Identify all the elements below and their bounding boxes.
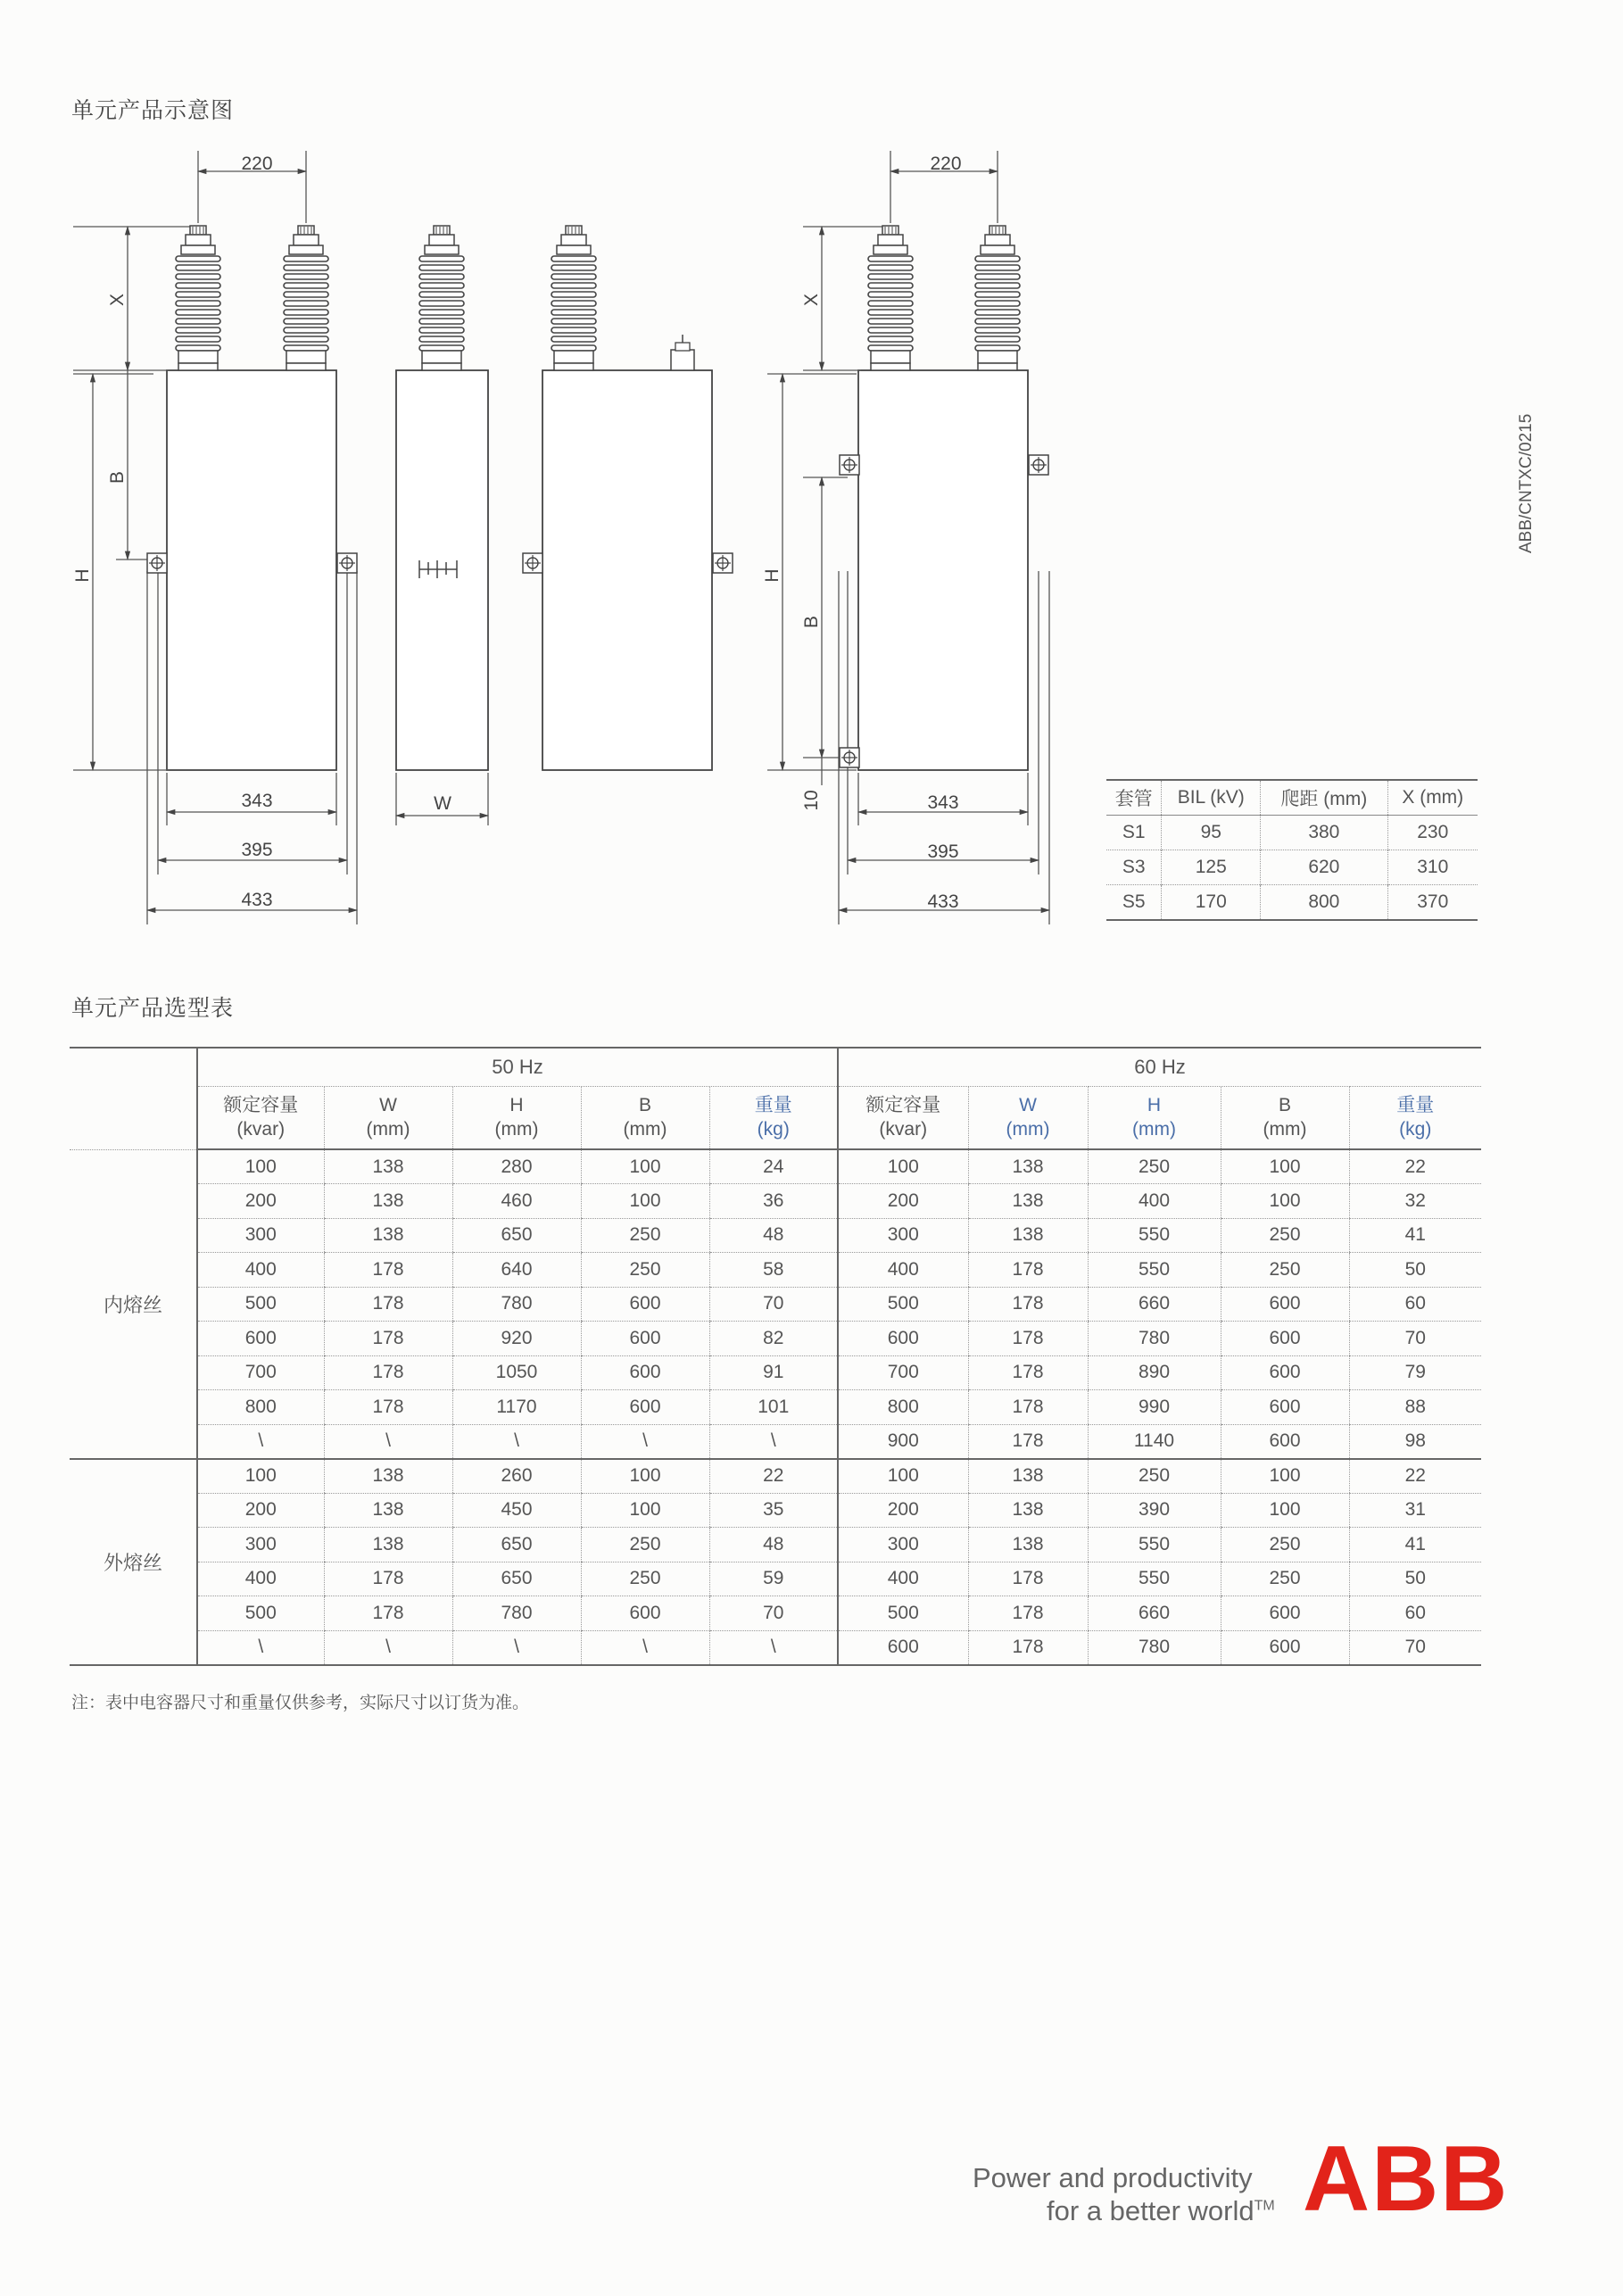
table-cell: 178 [968,1322,1088,1356]
table-cell: 600 [581,1322,709,1356]
table-cell: 178 [968,1390,1088,1425]
table-cell: 250 [581,1253,709,1288]
header-line1: 重量 [1396,1095,1435,1116]
table-cell: 300 [838,1218,968,1253]
table-cell: 100 [1221,1149,1349,1184]
table-cell: 22 [1349,1459,1481,1494]
table-cell: 138 [968,1459,1088,1494]
table-cell: 600 [1221,1424,1349,1459]
table-cell: 400 [838,1562,968,1596]
bushing-cell: 230 [1387,816,1478,850]
table-cell: 70 [709,1596,838,1631]
table-row [70,1459,1481,1494]
table-cell: 178 [968,1596,1088,1631]
bushing-table-header [1106,780,1478,816]
table-cell: 101 [709,1390,838,1425]
table-cell: 138 [324,1149,452,1184]
table-cell: 178 [324,1390,452,1425]
table-cell: 890 [1088,1355,1221,1390]
header-line2: (kg) [1399,1119,1432,1140]
table-cell: 138 [324,1184,452,1219]
table-cell: 600 [838,1630,968,1665]
table-cell: 100 [581,1459,709,1494]
bushing-table [1106,779,1478,921]
selection-title: 单元产品选型表 [71,996,235,1021]
table-cell: 600 [581,1596,709,1631]
table-cell: 990 [1088,1390,1221,1425]
table-row [70,1562,1481,1596]
table-cell: 178 [324,1562,452,1596]
bushing-cell: 310 [1387,850,1478,885]
table-cell: \ [581,1424,709,1459]
table-cell: 600 [581,1287,709,1322]
bushing-cell: 170 [1162,885,1261,921]
bushing-cell: 370 [1387,885,1478,921]
table-cell: 36 [709,1184,838,1219]
table-row [70,1218,1481,1253]
table-cell: 1140 [1088,1424,1221,1459]
table-cell: 100 [197,1459,324,1494]
table-cell: 500 [838,1287,968,1322]
dim-395-left: 395 [241,840,273,860]
table-cell: \ [581,1630,709,1665]
table-row [70,1322,1481,1356]
header-line1: H [509,1095,524,1116]
header-line2: (kg) [757,1119,790,1140]
table-row [70,1528,1481,1562]
table-cell: 250 [581,1528,709,1562]
table-cell: 920 [452,1322,581,1356]
table-cell: 178 [968,1355,1088,1390]
bushing-cell: 95 [1162,816,1261,850]
table-cell: 400 [197,1253,324,1288]
table-row [70,1355,1481,1390]
table-cell: 300 [197,1218,324,1253]
header-line1: B [638,1095,651,1116]
table-cell: 600 [1221,1355,1349,1390]
table-cell: 100 [1221,1459,1349,1494]
table-cell: 600 [1221,1390,1349,1425]
table-cell: 100 [1221,1184,1349,1219]
header-line2: (kvar) [236,1119,286,1140]
table-cell: 70 [1349,1630,1481,1665]
table-cell: 41 [1349,1528,1481,1562]
col-header-h-60 [1088,1086,1221,1149]
abb-logo: ABB [1303,2127,1510,2231]
table-cell: 780 [1088,1630,1221,1665]
table-cell: 138 [968,1149,1088,1184]
header-line2: (mm) [494,1119,539,1140]
dim-10: 10 [801,790,822,811]
table-cell: 400 [1088,1184,1221,1219]
table-cell: \ [452,1630,581,1665]
table-cell: 178 [968,1424,1088,1459]
table-cell: 60 [1349,1287,1481,1322]
table-cell: 550 [1088,1218,1221,1253]
dim-pitch-left: 220 [241,153,273,174]
table-cell: 60 [1349,1596,1481,1631]
table-cell: 300 [197,1528,324,1562]
dim-x-right: X [801,293,822,307]
bushing-cell: 380 [1261,816,1387,850]
dim-343-left: 343 [241,791,273,811]
tagline-line2-text: for a better world [1047,2195,1255,2226]
table-cell: 660 [1088,1596,1221,1631]
table-cell: 138 [968,1528,1088,1562]
dim-b-left: B [107,470,128,485]
header-line2: (mm) [366,1119,410,1140]
table-cell: 800 [197,1390,324,1425]
table-row [70,1424,1481,1459]
table-cell: 300 [838,1528,968,1562]
table-cell: 500 [197,1287,324,1322]
document-code: ABB/CNTXC/0215 [1517,413,1536,553]
header-line2: (kvar) [879,1119,928,1140]
table-cell: 250 [1088,1149,1221,1184]
table-cell: 178 [968,1562,1088,1596]
table-cell: 400 [197,1562,324,1596]
table-cell: 700 [197,1355,324,1390]
group-header-blank [70,1048,197,1149]
column-header-row [70,1086,1481,1149]
table-cell: 250 [1088,1459,1221,1494]
table-cell: \ [197,1630,324,1665]
col-header-capacity-60 [838,1086,968,1149]
table-cell: 250 [581,1218,709,1253]
header-line1: W [1019,1095,1037,1116]
table-cell: 600 [838,1322,968,1356]
col-header-b-60 [1221,1086,1349,1149]
table-cell: 100 [197,1149,324,1184]
selection-table [70,1047,1481,1666]
table-cell: 41 [1349,1218,1481,1253]
table-cell: 600 [1221,1630,1349,1665]
table-cell: 100 [581,1184,709,1219]
table-cell: 200 [197,1493,324,1528]
table-note: 注：表中电容器尺寸和重量仅供参考，实际尺寸以订货为准。 [71,1694,530,1712]
col-header-b-50 [581,1086,709,1149]
table-cell: \ [452,1424,581,1459]
table-cell: 250 [1221,1528,1349,1562]
table-cell: 138 [324,1493,452,1528]
table-cell: 700 [838,1355,968,1390]
table-row [70,1287,1481,1322]
table-cell: 58 [709,1253,838,1288]
table-cell: 100 [581,1149,709,1184]
bushing-cell: 125 [1162,850,1261,885]
bushing-cell: S1 [1122,822,1146,842]
dim-w: W [434,793,451,814]
table-cell: 138 [324,1459,452,1494]
selection-table-body [70,1149,1481,1665]
table-cell: 48 [709,1218,838,1253]
table-cell: 178 [324,1253,452,1288]
table-cell: 50 [1349,1253,1481,1288]
bushing-cell: S5 [1122,891,1146,912]
table-cell: 50 [1349,1562,1481,1596]
table-cell: 1050 [452,1355,581,1390]
freq-50-header: 50 Hz [197,1048,838,1086]
table-cell: 900 [838,1424,968,1459]
table-row [1106,816,1478,850]
table-cell: 780 [1088,1322,1221,1356]
table-cell: 98 [1349,1424,1481,1459]
header-line2: (mm) [1263,1119,1307,1140]
table-cell: 178 [324,1322,452,1356]
bushing-cell: S3 [1122,857,1146,877]
dim-343-right: 343 [927,792,959,813]
diagram-title: 单元产品示意图 [71,98,235,123]
table-cell: 600 [581,1355,709,1390]
table-cell: 100 [838,1149,968,1184]
frequency-header-row [70,1048,1481,1086]
table-cell: 138 [968,1184,1088,1219]
header-line1: W [379,1095,397,1116]
table-cell: 650 [452,1528,581,1562]
table-row [70,1253,1481,1288]
bushing-col-header: 爬距 (mm) [1261,780,1387,816]
table-cell: 178 [968,1253,1088,1288]
table-cell: 260 [452,1459,581,1494]
dim-395-right: 395 [927,841,959,862]
table-cell: 280 [452,1149,581,1184]
table-cell: 660 [1088,1287,1221,1322]
table-cell: 200 [838,1184,968,1219]
table-cell: 70 [1349,1322,1481,1356]
table-cell: 59 [709,1562,838,1596]
table-cell: 400 [838,1253,968,1288]
table-cell: 48 [709,1528,838,1562]
table-row [70,1184,1481,1219]
tagline-line2 [1047,2195,1275,2227]
table-cell: \ [709,1424,838,1459]
header-line1: B [1278,1095,1291,1116]
header-line1: H [1147,1095,1162,1116]
bushing-col-header: X (mm) [1387,780,1478,816]
table-cell: 550 [1088,1528,1221,1562]
dim-433-left: 433 [241,890,273,910]
table-cell: \ [324,1424,452,1459]
table-cell: 800 [838,1390,968,1425]
freq-60-header: 60 Hz [838,1048,1481,1086]
table-cell: 178 [968,1287,1088,1322]
header-line2: (mm) [1006,1119,1050,1140]
header-line2: (mm) [1132,1119,1176,1140]
table-cell: 600 [197,1322,324,1356]
table-cell: 1170 [452,1390,581,1425]
table-cell: 70 [709,1287,838,1322]
table-cell: 200 [197,1184,324,1219]
col-header-weight-60 [1349,1086,1481,1149]
table-cell: 31 [1349,1493,1481,1528]
table-cell: 22 [1349,1149,1481,1184]
bushing-cell: 620 [1261,850,1387,885]
table-cell: 500 [838,1596,968,1631]
table-cell: 780 [452,1287,581,1322]
table-cell: 600 [1221,1287,1349,1322]
table-cell: 138 [968,1493,1088,1528]
group-label: 内熔丝 [70,1149,197,1459]
table-cell: 780 [452,1596,581,1631]
col-header-weight-50 [709,1086,838,1149]
dim-h-left: H [72,568,93,583]
table-row [70,1493,1481,1528]
table-row [70,1630,1481,1665]
table-cell: 138 [324,1218,452,1253]
table-cell: 138 [324,1528,452,1562]
header-line2: (mm) [623,1119,667,1140]
table-cell: 550 [1088,1253,1221,1288]
table-cell: 88 [1349,1390,1481,1425]
table-cell: 100 [1221,1493,1349,1528]
table-cell: 450 [452,1493,581,1528]
table-cell: 24 [709,1149,838,1184]
table-cell: 250 [1221,1253,1349,1288]
table-cell: 22 [709,1459,838,1494]
table-cell: 178 [324,1355,452,1390]
table-cell: 178 [324,1287,452,1322]
table-cell: \ [197,1424,324,1459]
table-cell: 250 [581,1562,709,1596]
header-line1: 额定容量 [865,1095,941,1116]
header-line1: 重量 [754,1095,792,1116]
dim-433-right: 433 [927,891,959,912]
table-cell: 35 [709,1493,838,1528]
table-cell: 460 [452,1184,581,1219]
dim-b-right: B [801,615,822,629]
table-cell: 250 [1221,1562,1349,1596]
table-cell: \ [709,1630,838,1665]
group-label: 外熔丝 [70,1459,197,1665]
table-cell: 600 [1221,1596,1349,1631]
col-header-capacity-50 [197,1086,324,1149]
table-cell: 600 [1221,1322,1349,1356]
header-line1: 额定容量 [223,1095,299,1116]
table-cell: 91 [709,1355,838,1390]
bushing-cell: 800 [1261,885,1387,921]
bushing-col-header: 套管 [1114,789,1153,809]
dim-pitch-right: 220 [930,153,962,174]
dim-h-right: H [762,568,783,583]
table-row [70,1596,1481,1631]
table-cell: 500 [197,1596,324,1631]
table-cell: 100 [581,1493,709,1528]
tagline-line1: Power and productivity [973,2162,1253,2193]
table-cell: 600 [581,1390,709,1425]
col-header-w-60 [968,1086,1088,1149]
table-cell: 550 [1088,1562,1221,1596]
table-cell: 390 [1088,1493,1221,1528]
table-row [1106,850,1478,885]
trademark: TM [1254,2198,1275,2214]
col-header-h-50 [452,1086,581,1149]
table-cell: 200 [838,1493,968,1528]
table-cell: 32 [1349,1184,1481,1219]
table-cell: 650 [452,1218,581,1253]
table-cell: 178 [324,1596,452,1631]
table-cell: \ [324,1630,452,1665]
table-cell: 82 [709,1322,838,1356]
table-cell: 250 [1221,1218,1349,1253]
table-cell: 138 [968,1218,1088,1253]
table-cell: 650 [452,1562,581,1596]
bushing-col-header: BIL (kV) [1162,780,1261,816]
col-header-w-50 [324,1086,452,1149]
table-row [70,1149,1481,1184]
table-cell: 640 [452,1253,581,1288]
table-row [1106,885,1478,921]
table-cell: 100 [838,1459,968,1494]
dim-x-left: X [107,293,128,307]
table-row [70,1390,1481,1425]
table-cell: 79 [1349,1355,1481,1390]
table-cell: 178 [968,1630,1088,1665]
